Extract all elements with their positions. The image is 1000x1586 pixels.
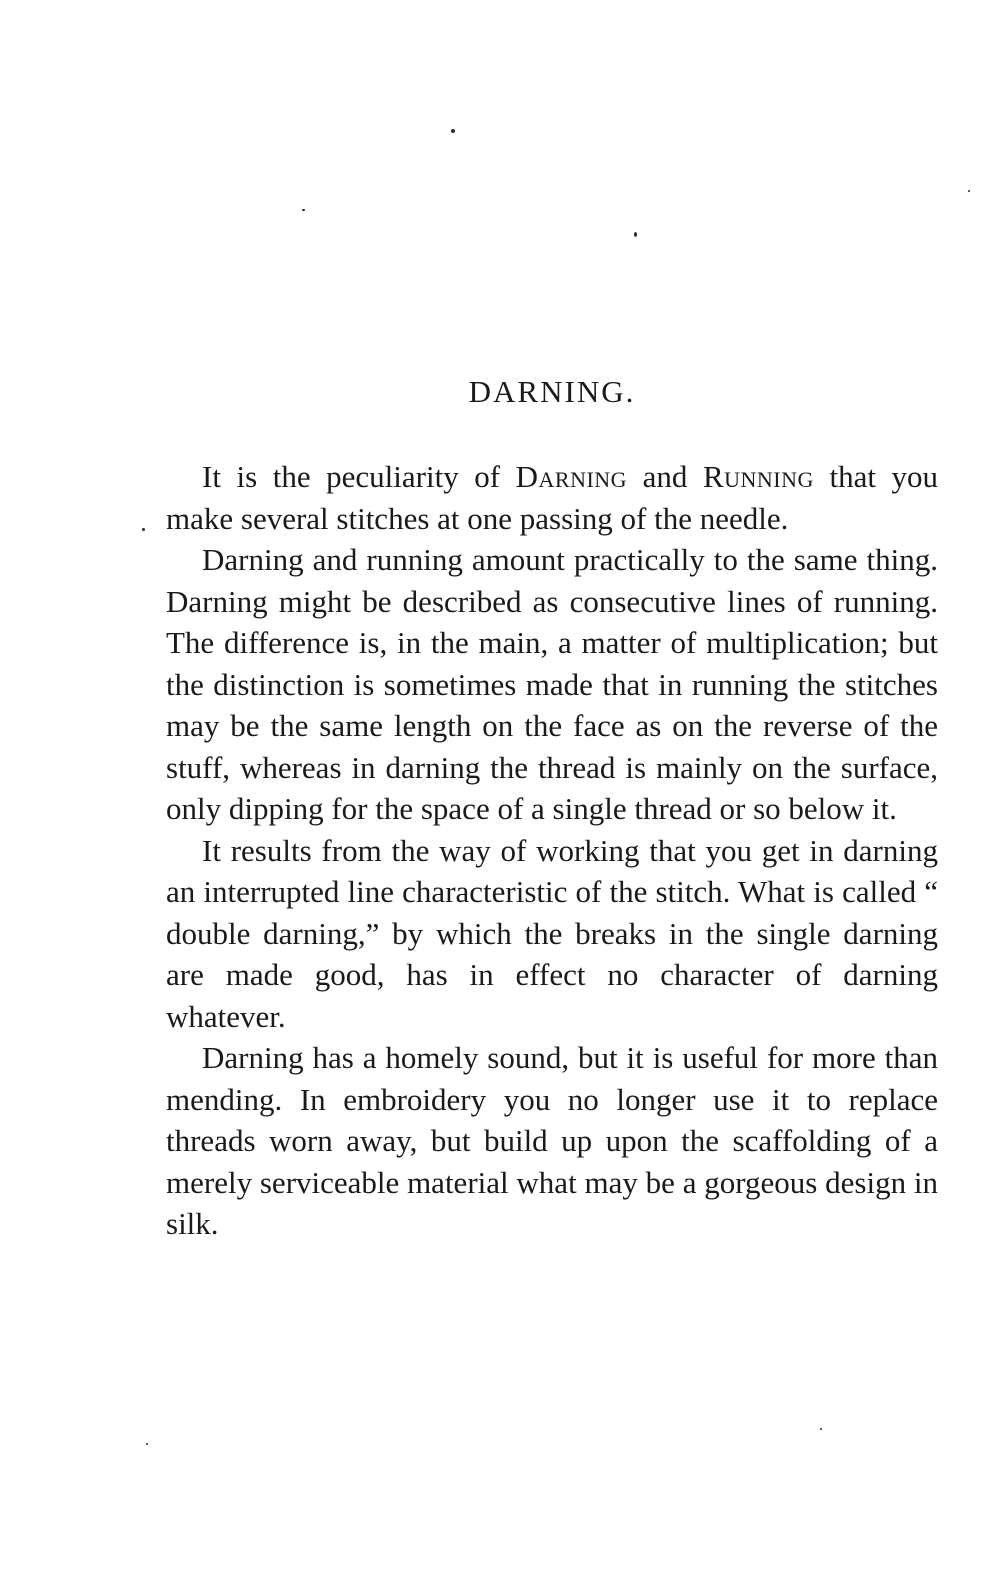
- paragraph-4: Darning has a homely sound, but it is useful for more than mending. In embroidery you no longer use it to replace threads worn away, but build up upon the scaffolding of a merely serviceable material what may be a gorgeous design in silk.: [166, 1040, 938, 1241]
- scan-speck: [634, 232, 637, 237]
- scan-speck: [302, 209, 305, 211]
- small-caps-term: Running: [702, 459, 814, 494]
- scan-speck: [142, 528, 145, 531]
- scan-speck: [968, 190, 970, 192]
- chapter-title: DARNING.: [468, 374, 636, 409]
- paragraph-1: It is the peculiarity of Darning and Running that you make several stitches at one passing of the needle.: [166, 459, 938, 536]
- paragraph-3: It results from the way of working that you get in darning an interrupted line characteristic of the stitch. What is called “ double darning,” by which the breaks in the single darning are made good, has in effect no character of darning whatever.: [166, 832, 938, 1034]
- paragraph-2: Darning and running amount practically to the same thing. Darning might be described as consecutive lines of running. The difference is, in the main, a matter of multiplication; but the distinction is sometimes made that in running the stitches may be the same length on the face as on the reverse of the stuff, whereas in darning the thread is mainly on the surface, only dipping for the space of a single thread or so below it.: [166, 542, 938, 826]
- scan-speck: [146, 1443, 148, 1445]
- scan-speck: [451, 129, 455, 133]
- chapter-body: [166, 456, 938, 1245]
- small-caps-term: Darning: [515, 459, 628, 494]
- scan-speck: [820, 1428, 822, 1430]
